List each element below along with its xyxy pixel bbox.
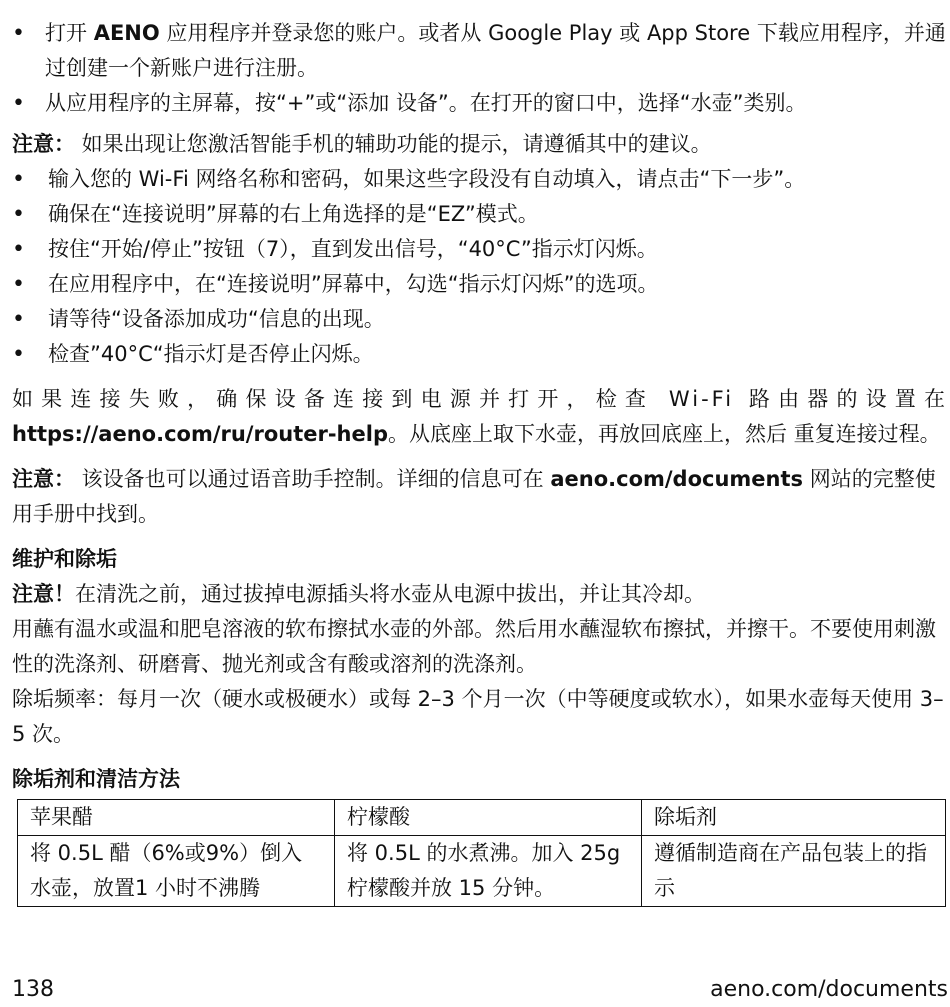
list-item: • 请等待“设备添加成功“信息的出现。 — [12, 302, 948, 337]
step-text: 打开 — [45, 21, 94, 45]
list-item — [12, 16, 948, 86]
table-cell: 将 0.5L 醋（6%或9%）倒入水壶，放置1 小时不沸腾 — [18, 836, 335, 907]
table-row — [18, 836, 946, 907]
warning-label: 注意！ — [12, 582, 75, 606]
list-item: • 确保在“连接说明”屏幕的右上角选择的是“EZ”模式。 — [12, 197, 948, 232]
page-footer — [12, 972, 948, 1006]
maintenance-warning — [12, 577, 948, 612]
list-item: • 检查”40°C“指示灯是否停止闪烁。 — [12, 337, 948, 372]
note-label: 注意： — [12, 132, 75, 156]
wifi-steps-list — [12, 162, 948, 372]
list-item: • 输入您的 Wi-Fi 网络名称和密码，如果这些字段没有自动填入，请点击“下一步”。 — [12, 162, 948, 197]
setup-steps-list — [12, 16, 948, 121]
step-text: 从应用程序的主屏幕，按“+”或“添加 设备”。在打开的窗口中，选择“水壶”类别。 — [45, 91, 807, 115]
cleaning-paragraph: 用蘸有温水或温和肥皂溶液的软布擦拭水壶的外部。然后用水蘸湿软布擦拭，并擦干。不要使用刺激性的洗涤剂、研磨膏、抛光剂或含有酸或溶剂的洗涤剂。 — [12, 617, 936, 676]
warning-text: 在清洗之前，通过拔掉电源插头将水壶从电源中拔出，并让其冷却。 — [75, 582, 705, 606]
table-header-cell: 苹果醋 — [18, 800, 335, 836]
list-item: • 按住“开始/停止”按钮（7），直到发出信号，“40°C”指示灯闪烁。 — [12, 232, 948, 267]
connection-failure-paragraph — [12, 382, 948, 452]
page-number: 138 — [12, 977, 54, 1002]
footer-site: aeno.com/documents — [710, 977, 948, 1002]
failure-text: 如果连接失败，确保设备连接到电源并打开，检查 Wi-Fi 路由器的设置在 — [12, 387, 948, 411]
descaling-frequency-paragraph: 除垢频率：每月一次（硬水或极硬水）或每 2–3 个月一次（中等硬度或软水），如果水壶每天使用 3–5 次。 — [12, 687, 944, 746]
list-item — [12, 86, 948, 121]
list-item: • 在应用程序中，在“连接说明”屏幕中，勾选“指示灯闪烁”的选项。 — [12, 267, 948, 302]
table-header-row — [18, 800, 946, 836]
note-text-end: 网站的完整使用手册中找到。 — [12, 467, 936, 526]
table-cell: 将 0.5L 的水煮沸。加入 25g 柠檬酸并放 15 分钟。 — [335, 836, 642, 907]
manual-page — [12, 16, 948, 907]
note-text: 如果出现让您激活智能手机的辅助功能的提示，请遵循其中的建议。 — [75, 132, 712, 156]
descaling-heading: 除垢剂和清洁方法 — [12, 767, 180, 791]
brand-name: AENO — [93, 21, 160, 45]
failure-text-rest: 。从底座上取下水壶，再放回底座上，然后 重复连接过程。 — [387, 422, 941, 446]
step-text: 应用程序并登录您的账户。或者从 Google Play 或 App Store 下载应用程序，并通过创建一个新账户进行注册。 — [45, 21, 946, 80]
note-voice-assistant — [12, 462, 948, 532]
table-header-cell: 柠檬酸 — [335, 800, 642, 836]
maintenance-heading: 维护和除垢 — [12, 547, 117, 571]
table-header-cell: 除垢剂 — [642, 800, 946, 836]
descaling-table — [17, 799, 946, 907]
router-help-link[interactable]: https://aeno.com/ru/router-help — [12, 422, 388, 446]
note-text: 该设备也可以通过语音助手控制。详细的信息可在 — [75, 467, 551, 491]
note-label: 注意： — [12, 467, 75, 491]
documents-link[interactable]: aeno.com/documents — [550, 467, 804, 491]
table-cell: 遵循制造商在产品包装上的指示 — [642, 836, 946, 907]
note-accessibility — [12, 127, 948, 162]
